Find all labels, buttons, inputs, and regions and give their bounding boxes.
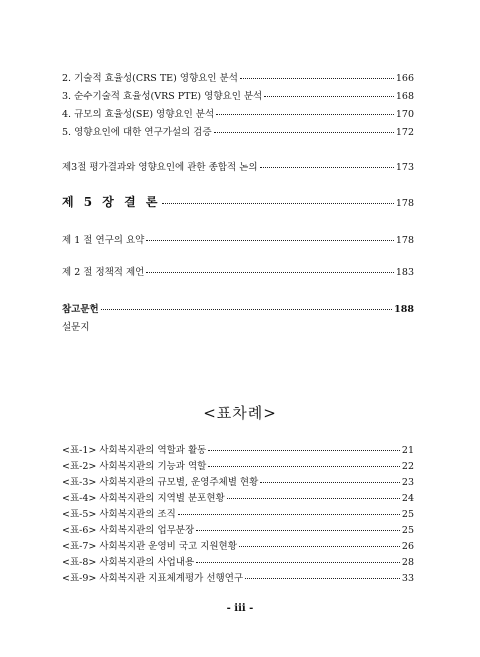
toc-entry[interactable] <box>62 301 414 315</box>
toc-entry[interactable] <box>62 264 414 278</box>
table-entry-page: 26 <box>401 541 414 552</box>
table-entry-page: 23 <box>401 477 414 488</box>
table-entry-page: 25 <box>401 509 414 520</box>
toc-entry-page: 170 <box>395 109 414 120</box>
table-entry[interactable] <box>62 538 414 552</box>
dot-leader <box>196 562 400 563</box>
dot-leader <box>208 466 400 467</box>
table-entry[interactable] <box>62 522 414 536</box>
toc-entry-label: 2. 기술적 효율성(CRS TE) 영향요인 분석 <box>62 73 238 84</box>
table-entry[interactable] <box>62 442 414 456</box>
table-entry[interactable] <box>62 490 414 504</box>
dot-leader <box>260 482 400 483</box>
toc-entry-label: 제 1 절 연구의 요약 <box>62 235 145 246</box>
toc-entry-page: 173 <box>395 162 414 173</box>
table-entry-label: <표-2> 사회복지관의 기능과 역할 <box>62 461 207 472</box>
dot-leader <box>146 272 393 273</box>
table-entry-label: <표-3> 사회복지관의 규모별, 운영주체별 현황 <box>62 477 259 488</box>
table-entry-page: 24 <box>401 493 414 504</box>
survey-entry[interactable]: 설문지 <box>62 322 90 333</box>
table-entry-label: <표-1> 사회복지관의 역할과 활동 <box>62 445 207 456</box>
dot-leader <box>260 167 394 168</box>
dot-leader <box>245 578 400 579</box>
table-entry[interactable] <box>62 554 414 568</box>
dot-leader <box>239 546 400 547</box>
table-entry[interactable] <box>62 570 414 584</box>
table-entry-label: <표-5> 사회복지관의 조직 <box>62 509 176 520</box>
toc-entry-page: 178 <box>395 198 414 209</box>
dot-leader <box>101 309 392 310</box>
toc-entry-label: 참고문헌 <box>62 304 99 315</box>
dot-leader <box>178 514 400 515</box>
dot-leader <box>264 96 394 97</box>
toc-entry-page: 168 <box>395 91 414 102</box>
toc-entry-page: 172 <box>395 127 414 138</box>
toc-entry-label: 제 2 절 정책적 제언 <box>62 267 145 278</box>
toc-entry[interactable] <box>62 106 414 120</box>
table-list-title: <표차례> <box>203 404 277 422</box>
toc-entry-page: 178 <box>395 235 414 246</box>
dot-leader <box>216 114 394 115</box>
toc-entry-label: 제 5 장 결 론 <box>62 195 161 209</box>
toc-entry[interactable] <box>62 159 414 173</box>
dot-leader <box>162 203 393 204</box>
toc-entry-page: 166 <box>395 73 414 84</box>
dot-leader <box>146 240 393 241</box>
toc-entry-label: 3. 순수기술적 효율성(VRS PTE) 영향요인 분석 <box>62 91 263 102</box>
toc-entry-label: 5. 영향요인에 대한 연구가설의 검증 <box>62 127 212 138</box>
table-entry-page: 28 <box>401 557 414 568</box>
dot-leader <box>196 530 400 531</box>
toc-entry[interactable] <box>62 124 414 138</box>
toc-entry[interactable] <box>62 70 414 84</box>
table-entry[interactable] <box>62 506 414 520</box>
toc-entry-page: 188 <box>394 304 414 315</box>
dot-leader <box>227 498 400 499</box>
table-entry-page: 25 <box>401 525 414 536</box>
table-entry[interactable] <box>62 458 414 472</box>
toc-entry-label: 제3절 평가결과와 영향요인에 관한 종합적 논의 <box>62 162 258 173</box>
toc-entry-label: 4. 규모의 효율성(SE) 영향요인 분석 <box>62 109 215 120</box>
table-entry-page: 21 <box>401 445 414 456</box>
toc-entry[interactable] <box>62 88 414 102</box>
toc-chapter-entry[interactable] <box>62 193 414 210</box>
table-entry-label: <표-7> 사회복지관 운영비 국고 지원현황 <box>62 541 237 552</box>
toc-entry[interactable] <box>62 232 414 246</box>
dot-leader <box>214 132 394 133</box>
toc-entry-page: 183 <box>395 267 414 278</box>
table-entry-label: <표-9> 사회복지관 지표체계평가 선행연구 <box>62 573 244 584</box>
dot-leader <box>208 450 400 451</box>
table-entry-label: <표-4> 사회복지관의 지역별 분포현황 <box>62 493 225 504</box>
table-entry[interactable] <box>62 474 414 488</box>
table-entry-page: 33 <box>401 573 414 584</box>
table-entry-label: <표-6> 사회복지관의 업무분장 <box>62 525 195 536</box>
table-entry-label: <표-8> 사회복지관의 사업내용 <box>62 557 195 568</box>
page-number: - iii - <box>226 603 254 614</box>
dot-leader <box>240 78 394 79</box>
table-entry-page: 22 <box>401 461 414 472</box>
